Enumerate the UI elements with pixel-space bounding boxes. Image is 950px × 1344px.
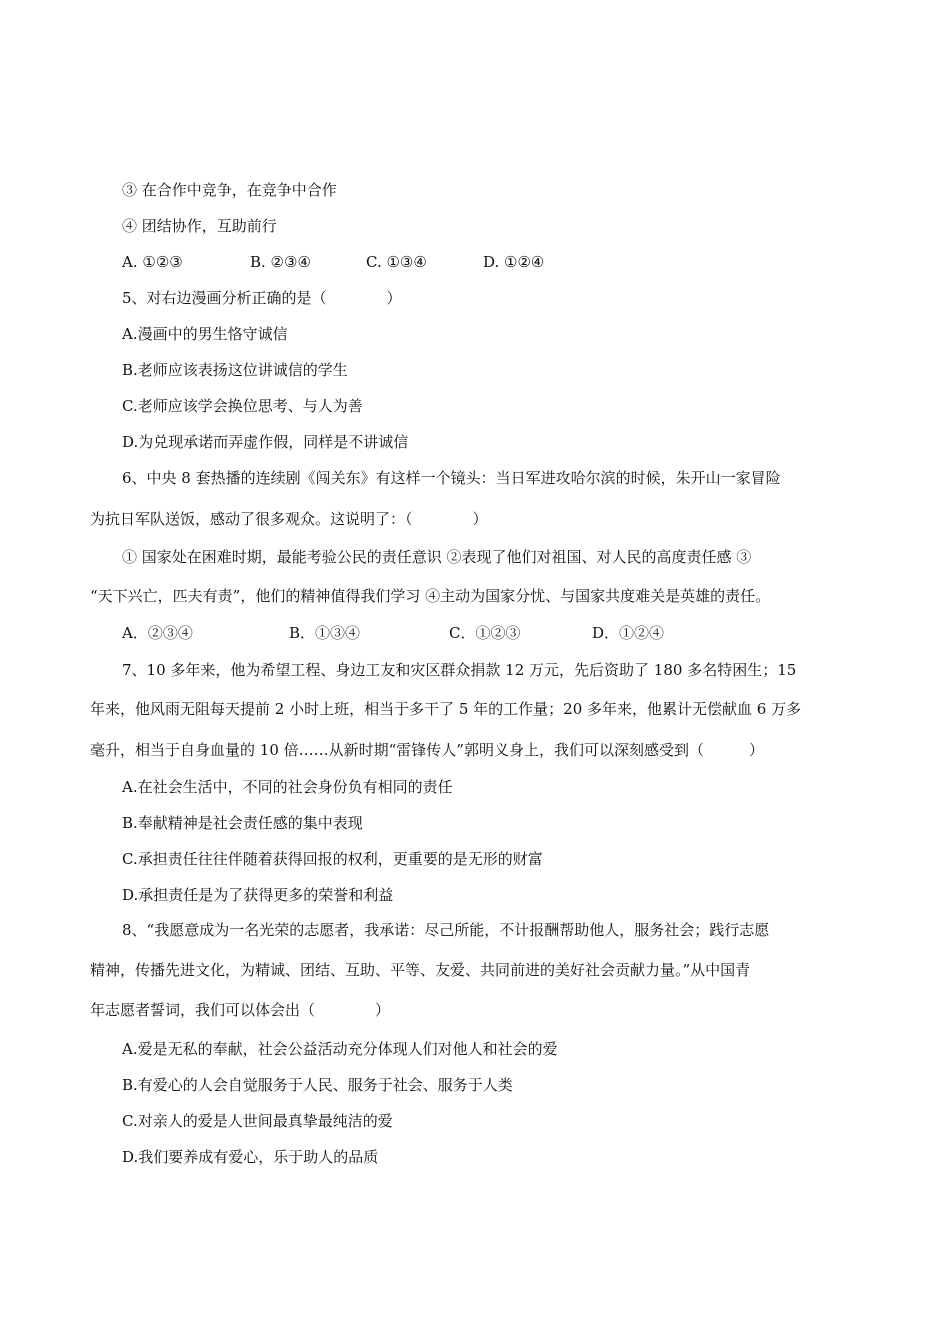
q8-stem-line-3: 年志愿者誓词，我们可以体会出（ ） — [90, 1001, 391, 1019]
q7-stem-line-1: 7、10 多年来，他为希望工程、身边工友和灾区群众捐款 12 万元，先后资助了 180 多名特困生；15 — [122, 661, 797, 679]
q4-option-a: A. ①②③ — [122, 253, 183, 271]
q6-option-b: B．①③④ — [289, 624, 361, 642]
q6-stem-line-2: 为抗日军队送饭，感动了很多观众。这说明了：（ ） — [90, 510, 488, 528]
q4-item-3: ③ 在合作中竞争，在竞争中合作 — [122, 181, 337, 199]
q5-option-a: A.漫画中的男生恪守诚信 — [122, 325, 288, 343]
q8-stem-line-2: 精神，传播先进文化，为精诚、团结、互助、平等、友爱、共同前进的美好社会贡献力量。”从中国青 — [90, 961, 751, 979]
q8-option-a: A.爱是无私的奉献，社会公益活动充分体现人们对他人和社会的爱 — [122, 1040, 558, 1058]
q7-option-b: B.奉献精神是社会责任感的集中表现 — [122, 814, 363, 832]
q6-option-a: A．②③④ — [122, 624, 193, 642]
q4-option-b: B. ②③④ — [250, 253, 311, 271]
q7-option-a: A.在社会生活中，不同的社会身份负有相同的责任 — [122, 778, 453, 796]
q7-option-d: D.承担责任是为了获得更多的荣誉和利益 — [122, 886, 394, 904]
q4-option-c: C. ①③④ — [366, 253, 427, 271]
q8-stem-line-1: 8、“我愿意成为一名光荣的志愿者，我承诺：尽己所能，不计报酬帮助他人，服务社会；践行志愿 — [122, 921, 770, 939]
q8-option-c: C.对亲人的爱是人世间最真挚最纯洁的爱 — [122, 1112, 393, 1130]
q6-option-c: C．①②③ — [449, 624, 521, 642]
q6-items-line-1: ① 国家处在困难时期，最能考验公民的责任意识 ②表现了他们对祖国、对人民的高度责任感 ③ — [122, 548, 752, 566]
q7-option-c: C.承担责任往往伴随着获得回报的权利，更重要的是无形的财富 — [122, 850, 543, 868]
q6-items-line-2: “天下兴亡，匹夫有责”，他们的精神值得我们学习 ④主动为国家分忧、与国家共度难关是英雄的责任。 — [90, 587, 771, 605]
q7-stem-line-2: 年来，他风雨无阻每天提前 2 小时上班，相当于多干了 5 年的工作量；20 多年来，他累计无偿献血 6 万多 — [90, 700, 802, 718]
q5-option-d: D.为兑现承诺而弄虚作假，同样是不讲诚信 — [122, 433, 409, 451]
q8-option-b: B.有爱心的人会自觉服务于人民、服务于社会、服务于人类 — [122, 1076, 513, 1094]
q5-option-c: C.老师应该学会换位思考、与人为善 — [122, 397, 363, 415]
q6-stem-line-1: 6、中央 8 套热播的连续剧《闯关东》有这样一个镜头：当日军进攻哈尔滨的时候，朱开山一家冒险 — [122, 469, 781, 487]
q5-option-b: B.老师应该表扬这位讲诚信的学生 — [122, 361, 348, 379]
q4-item-4: ④ 团结协作，互助前行 — [122, 217, 277, 235]
q6-option-d: D．①②④ — [592, 624, 665, 642]
q4-option-d: D. ①②④ — [483, 253, 545, 271]
q5-stem: 5、对右边漫画分析正确的是（ ） — [122, 289, 402, 307]
q8-option-d: D.我们要养成有爱心，乐于助人的品质 — [122, 1148, 379, 1166]
q7-stem-line-3: 毫升，相当于自身血量的 10 倍……从新时期“雷锋传人”郭明义身上，我们可以深刻感受到（ ） — [90, 741, 764, 759]
